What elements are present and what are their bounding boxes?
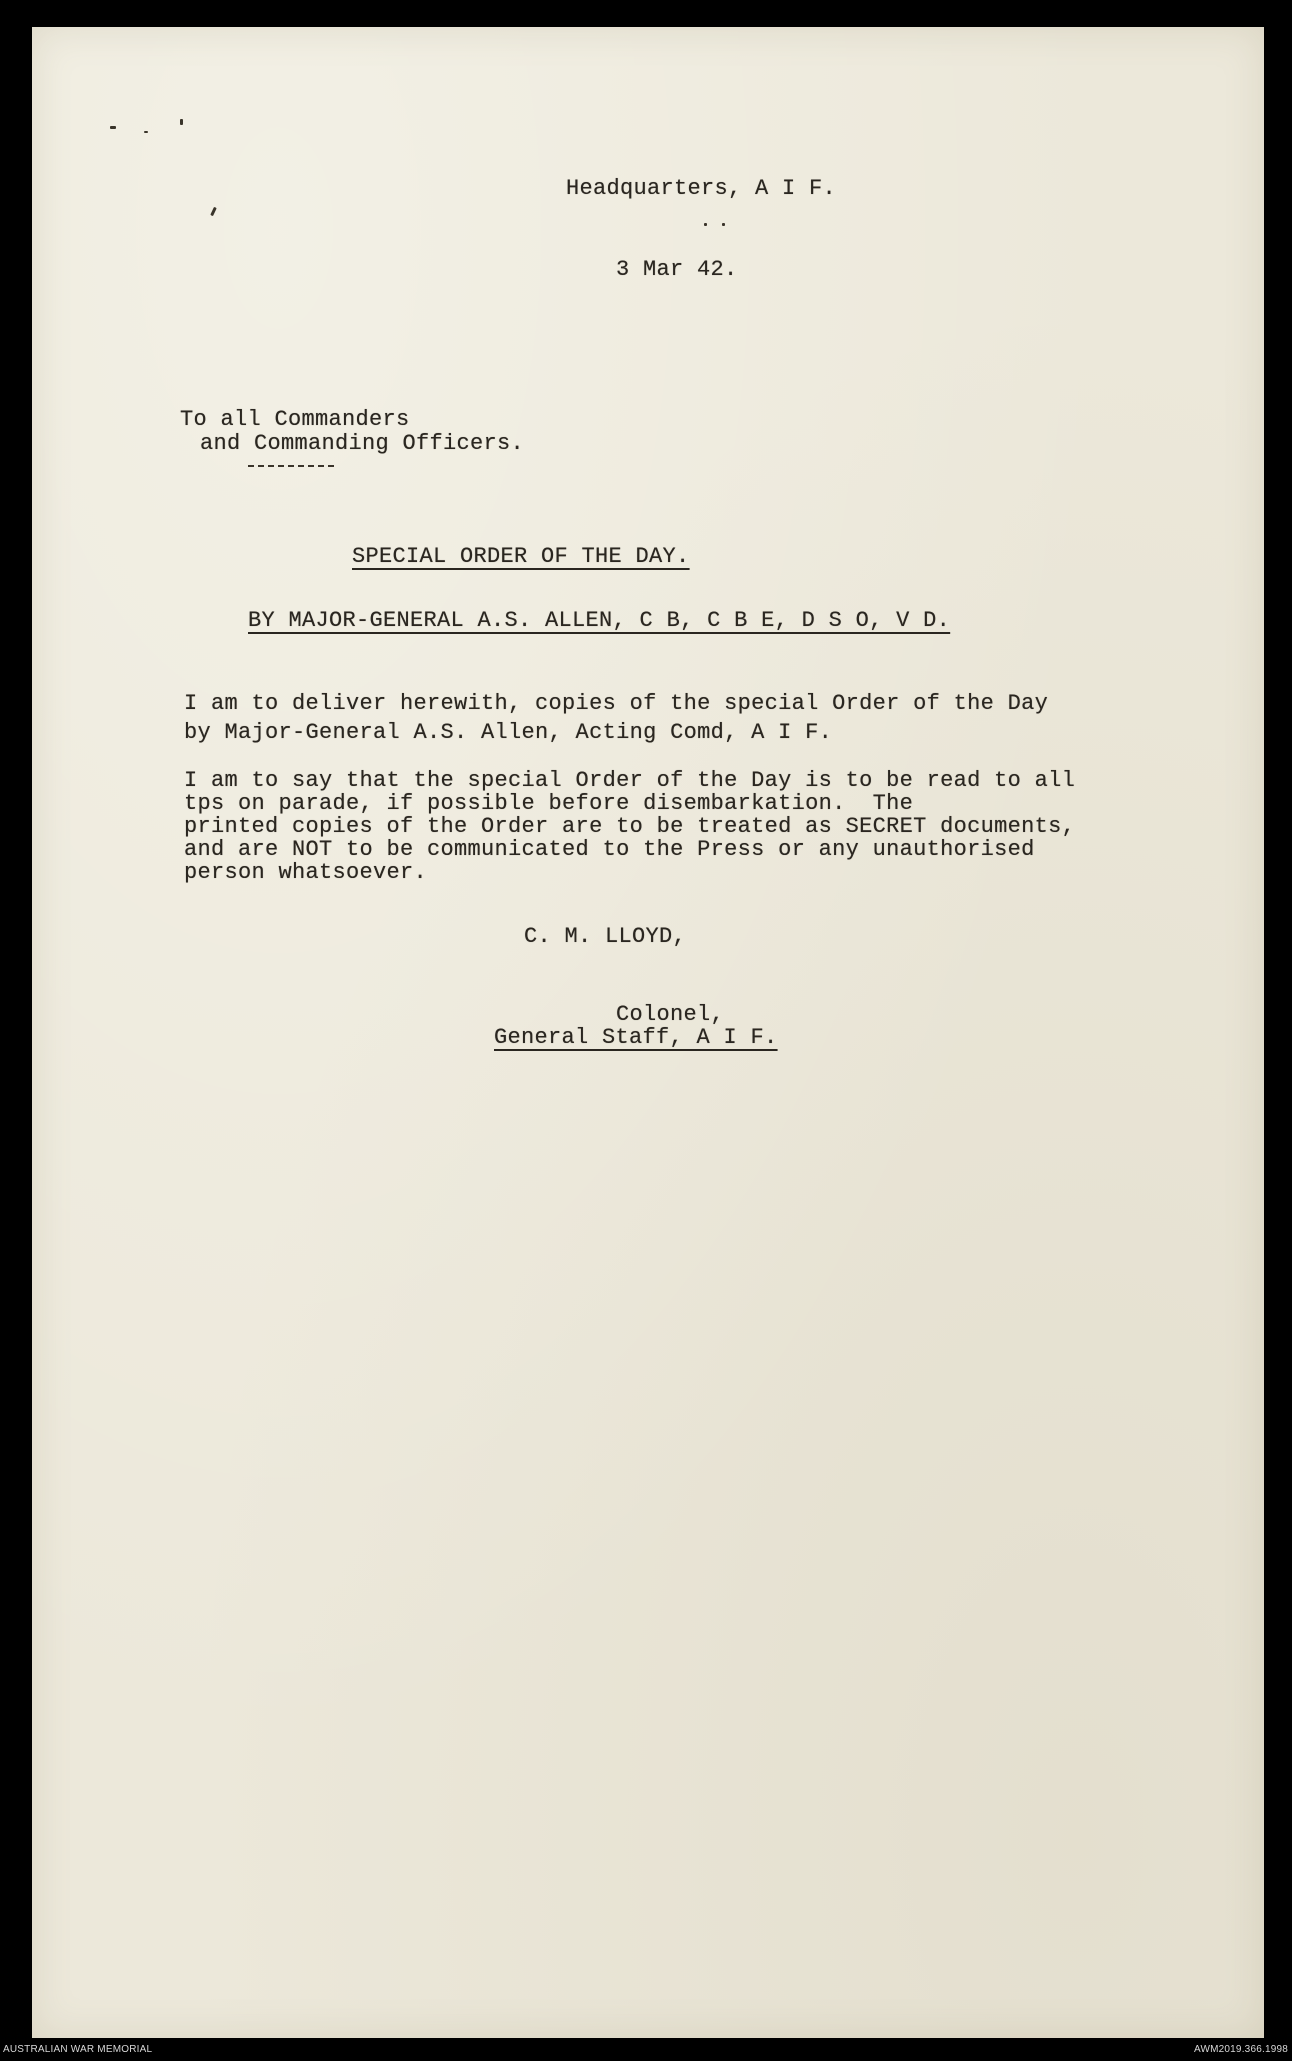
addressee-line-2: and Commanding Officers. (200, 431, 525, 456)
paper-blemish (704, 223, 707, 226)
paragraph-2-line: and are NOT to be communicated to the Press or any unauthorised (184, 837, 1035, 862)
paragraph-2-line: printed copies of the Order are to be treated as SECRET documents, (184, 814, 1076, 839)
footer-accession-number: AWM2019.366.1998 (1193, 2044, 1288, 2055)
paragraph-2-line: I am to say that the special Order of the Day is to be read to all (184, 768, 1076, 793)
signature-name: C. M. LLOYD, (524, 924, 687, 949)
paragraph-1-line: I am to deliver herewith, copies of the special Order of the Day (184, 691, 1049, 716)
paragraph-2 (184, 769, 1075, 884)
signature-rank: Colonel, (616, 1002, 725, 1027)
paragraph-2-line: person whatsoever. (184, 860, 428, 885)
paper-blemish (180, 119, 183, 125)
addressee-divider (248, 465, 334, 467)
paper-blemish (722, 223, 725, 226)
addressee-line-1: To all Commanders (180, 407, 410, 432)
footer-institution: AUSTRALIAN WAR MEMORIAL (3, 2044, 153, 2055)
paragraph-1 (184, 689, 1048, 747)
paper-blemish (110, 126, 116, 129)
signature-unit: General Staff, A I F. (494, 1025, 778, 1050)
paper-blemish (144, 131, 148, 133)
document-page (32, 27, 1264, 2038)
header-date: 3 Mar 42. (616, 257, 738, 282)
paragraph-1-line: by Major-General A.S. Allen, Acting Comd, A I F. (184, 720, 833, 745)
document-title: SPECIAL ORDER OF THE DAY. (352, 544, 690, 569)
header-location: Headquarters, A I F. (566, 176, 837, 201)
document-subtitle: BY MAJOR-GENERAL A.S. ALLEN, C B, C B E, D S O, V D. (248, 608, 951, 633)
paper-blemish (210, 207, 217, 216)
paragraph-2-line: tps on parade, if possible before disembarkation. The (184, 791, 914, 816)
